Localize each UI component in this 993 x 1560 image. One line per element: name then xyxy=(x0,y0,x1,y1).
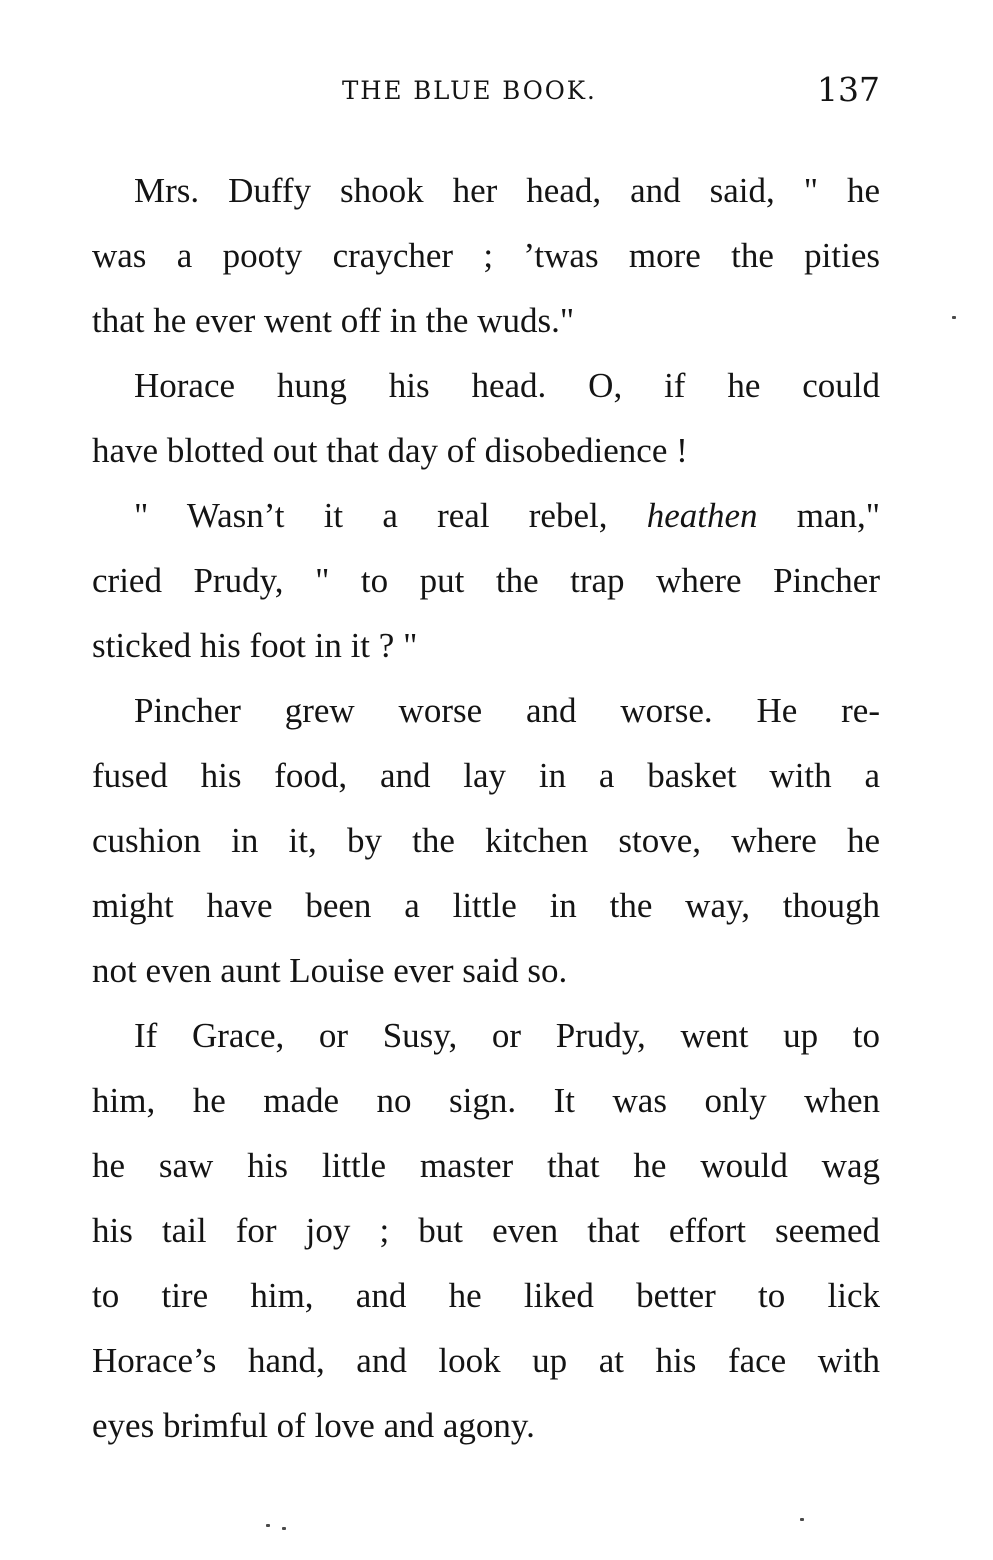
page-number: 137 xyxy=(817,70,880,109)
print-speck xyxy=(800,1518,804,1521)
paragraph-5-line-1: If Grace, or Susy, or Prudy, went up to xyxy=(134,1016,880,1055)
paragraph-3-line-3: sticked his foot in it ? " xyxy=(92,626,418,665)
paragraph-4-line-1: Pincher grew worse and worse. He re- xyxy=(134,691,880,730)
paragraph-3-line-1 xyxy=(92,483,880,548)
paragraph-5-line-6: Horace’s hand, and look up at his face with xyxy=(92,1341,880,1380)
paragraph-5-line-7: eyes brimful of love and agony. xyxy=(92,1406,535,1445)
paragraph-5-line-4: his tail for joy ; but even that effort seemed xyxy=(92,1211,880,1250)
paragraph-5-line-5: to tire him, and he liked better to lick xyxy=(92,1276,880,1315)
paragraph-3-line-1-start: " Wasn’t it a real rebel, xyxy=(134,496,608,535)
paragraph-4-line-5: not even aunt Louise ever said so. xyxy=(92,951,568,990)
running-head xyxy=(92,66,880,116)
print-speck xyxy=(266,1524,270,1527)
paragraph-5-line-3: he saw his little master that he would wag xyxy=(92,1146,880,1185)
paragraph-2-line-1: Horace hung his head. O, if he could xyxy=(134,366,880,405)
paragraph-5-line-2: him, he made no sign. It was only when xyxy=(92,1081,880,1120)
paragraph-1-line-2: was a pooty craycher ; ’twas more the pities xyxy=(92,236,880,275)
paragraph-4-line-3: cushion in it, by the kitchen stove, where he xyxy=(92,821,880,860)
paragraph-1-line-3: that he ever went off in the wuds." xyxy=(92,301,575,340)
body-text xyxy=(92,158,880,1458)
paragraph-2-line-2: have blotted out that day of disobedience ! xyxy=(92,431,688,470)
print-speck xyxy=(282,1527,286,1530)
paragraph-4-line-2: fused his food, and lay in a basket with a xyxy=(92,756,880,795)
emphasis-heathen: heathen xyxy=(646,496,758,535)
paragraph-3-line-2: cried Prudy, " to put the trap where Pincher xyxy=(92,561,880,600)
print-speck xyxy=(952,316,956,319)
paragraph-4-line-4: might have been a little in the way, though xyxy=(92,886,880,925)
paragraph-1-line-1: Mrs. Duffy shook her head, and said, " he xyxy=(134,171,880,210)
running-title: THE BLUE BOOK. xyxy=(342,76,597,105)
paragraph-3-line-1-end: man," xyxy=(796,496,880,535)
